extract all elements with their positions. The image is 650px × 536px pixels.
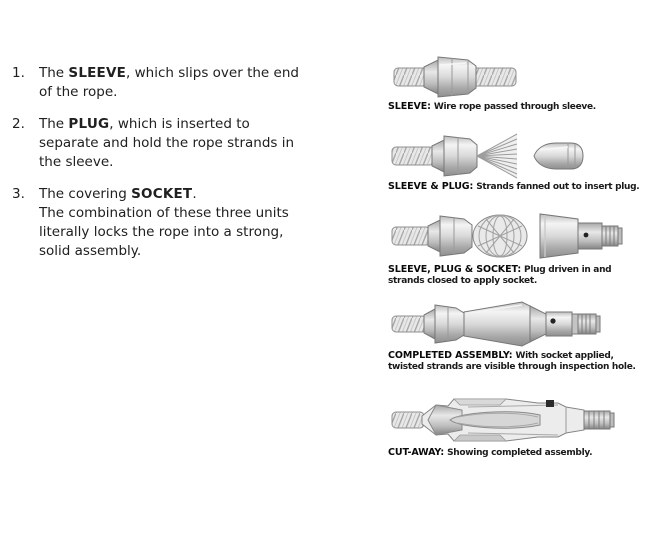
item-text-suffix: . [192,186,197,202]
figure-sleeve [388,55,646,113]
item-term: SOCKET [131,186,193,202]
item-text-suffix: , which slips over the end [126,65,299,81]
figure-caption [388,350,646,373]
list-item-plug [12,115,357,172]
cut-away-assembly-image [388,393,638,445]
figure-cut-away [388,393,646,459]
cutaway-notch [546,400,554,407]
figure-caption-text: Wire rope passed through sleeve. [433,102,596,112]
figure-caption [388,101,646,113]
item-text-line [39,115,357,134]
figure-caption-label: SLEEVE & PLUG: [388,181,474,192]
item-text-line: of the rope. [39,84,118,100]
item-text-line: solid assembly. [39,243,142,259]
item-term: SLEEVE [68,65,127,81]
figure-caption [388,264,646,287]
figure-sleeve-plug [388,133,646,193]
item-text-prefix: The [39,65,69,81]
figure-caption-label: COMPLETED ASSEMBLY: [388,350,513,361]
sleeve-and-plug-image [388,133,638,179]
list-item-sleeve [12,64,357,102]
figure-sleeve-plug-socket [388,210,646,287]
wire-rope-with-sleeve-image [388,55,638,99]
figure-caption-text: Strands fanned out to insert plug. [476,182,640,192]
completed-assembly-image [388,298,638,348]
list-item-socket [12,185,357,261]
item-text-prefix: The [39,116,69,132]
item-text-prefix: The covering [39,186,132,202]
item-number: 2. [12,116,25,132]
item-text-line: The combination of these three units [39,205,289,221]
item-text-line: literally locks the rope into a strong, [39,224,284,240]
figure-caption [388,447,646,459]
inspection-hole-dot [584,233,589,238]
figure-caption-label: CUT-AWAY: [388,447,445,458]
item-text-line: separate and hold the rope strands in [39,135,295,151]
sleeve-plug-socket-image [388,210,638,262]
item-number: 1. [12,65,25,81]
item-text-suffix: , which is inserted to [109,116,250,132]
item-text-line [39,185,357,204]
figure-caption-label: SLEEVE, PLUG & SOCKET: [388,264,522,275]
figure-caption-text: Showing completed assembly. [447,448,593,458]
item-term: PLUG [68,116,110,132]
instruction-list [12,64,357,274]
item-text-line: the sleeve. [39,154,114,170]
figure-completed-assembly [388,298,646,373]
inspection-hole-dot [550,318,555,323]
figure-caption-text: With socket applied, twisted strands are visible through inspection hole. [388,351,636,372]
figure-caption-label: SLEEVE: [388,101,431,112]
figure-caption-text: Plug driven in and strands closed to apply socket. [388,265,612,286]
figure-caption [388,181,646,193]
item-number: 3. [12,186,25,202]
item-text-line [39,64,357,83]
